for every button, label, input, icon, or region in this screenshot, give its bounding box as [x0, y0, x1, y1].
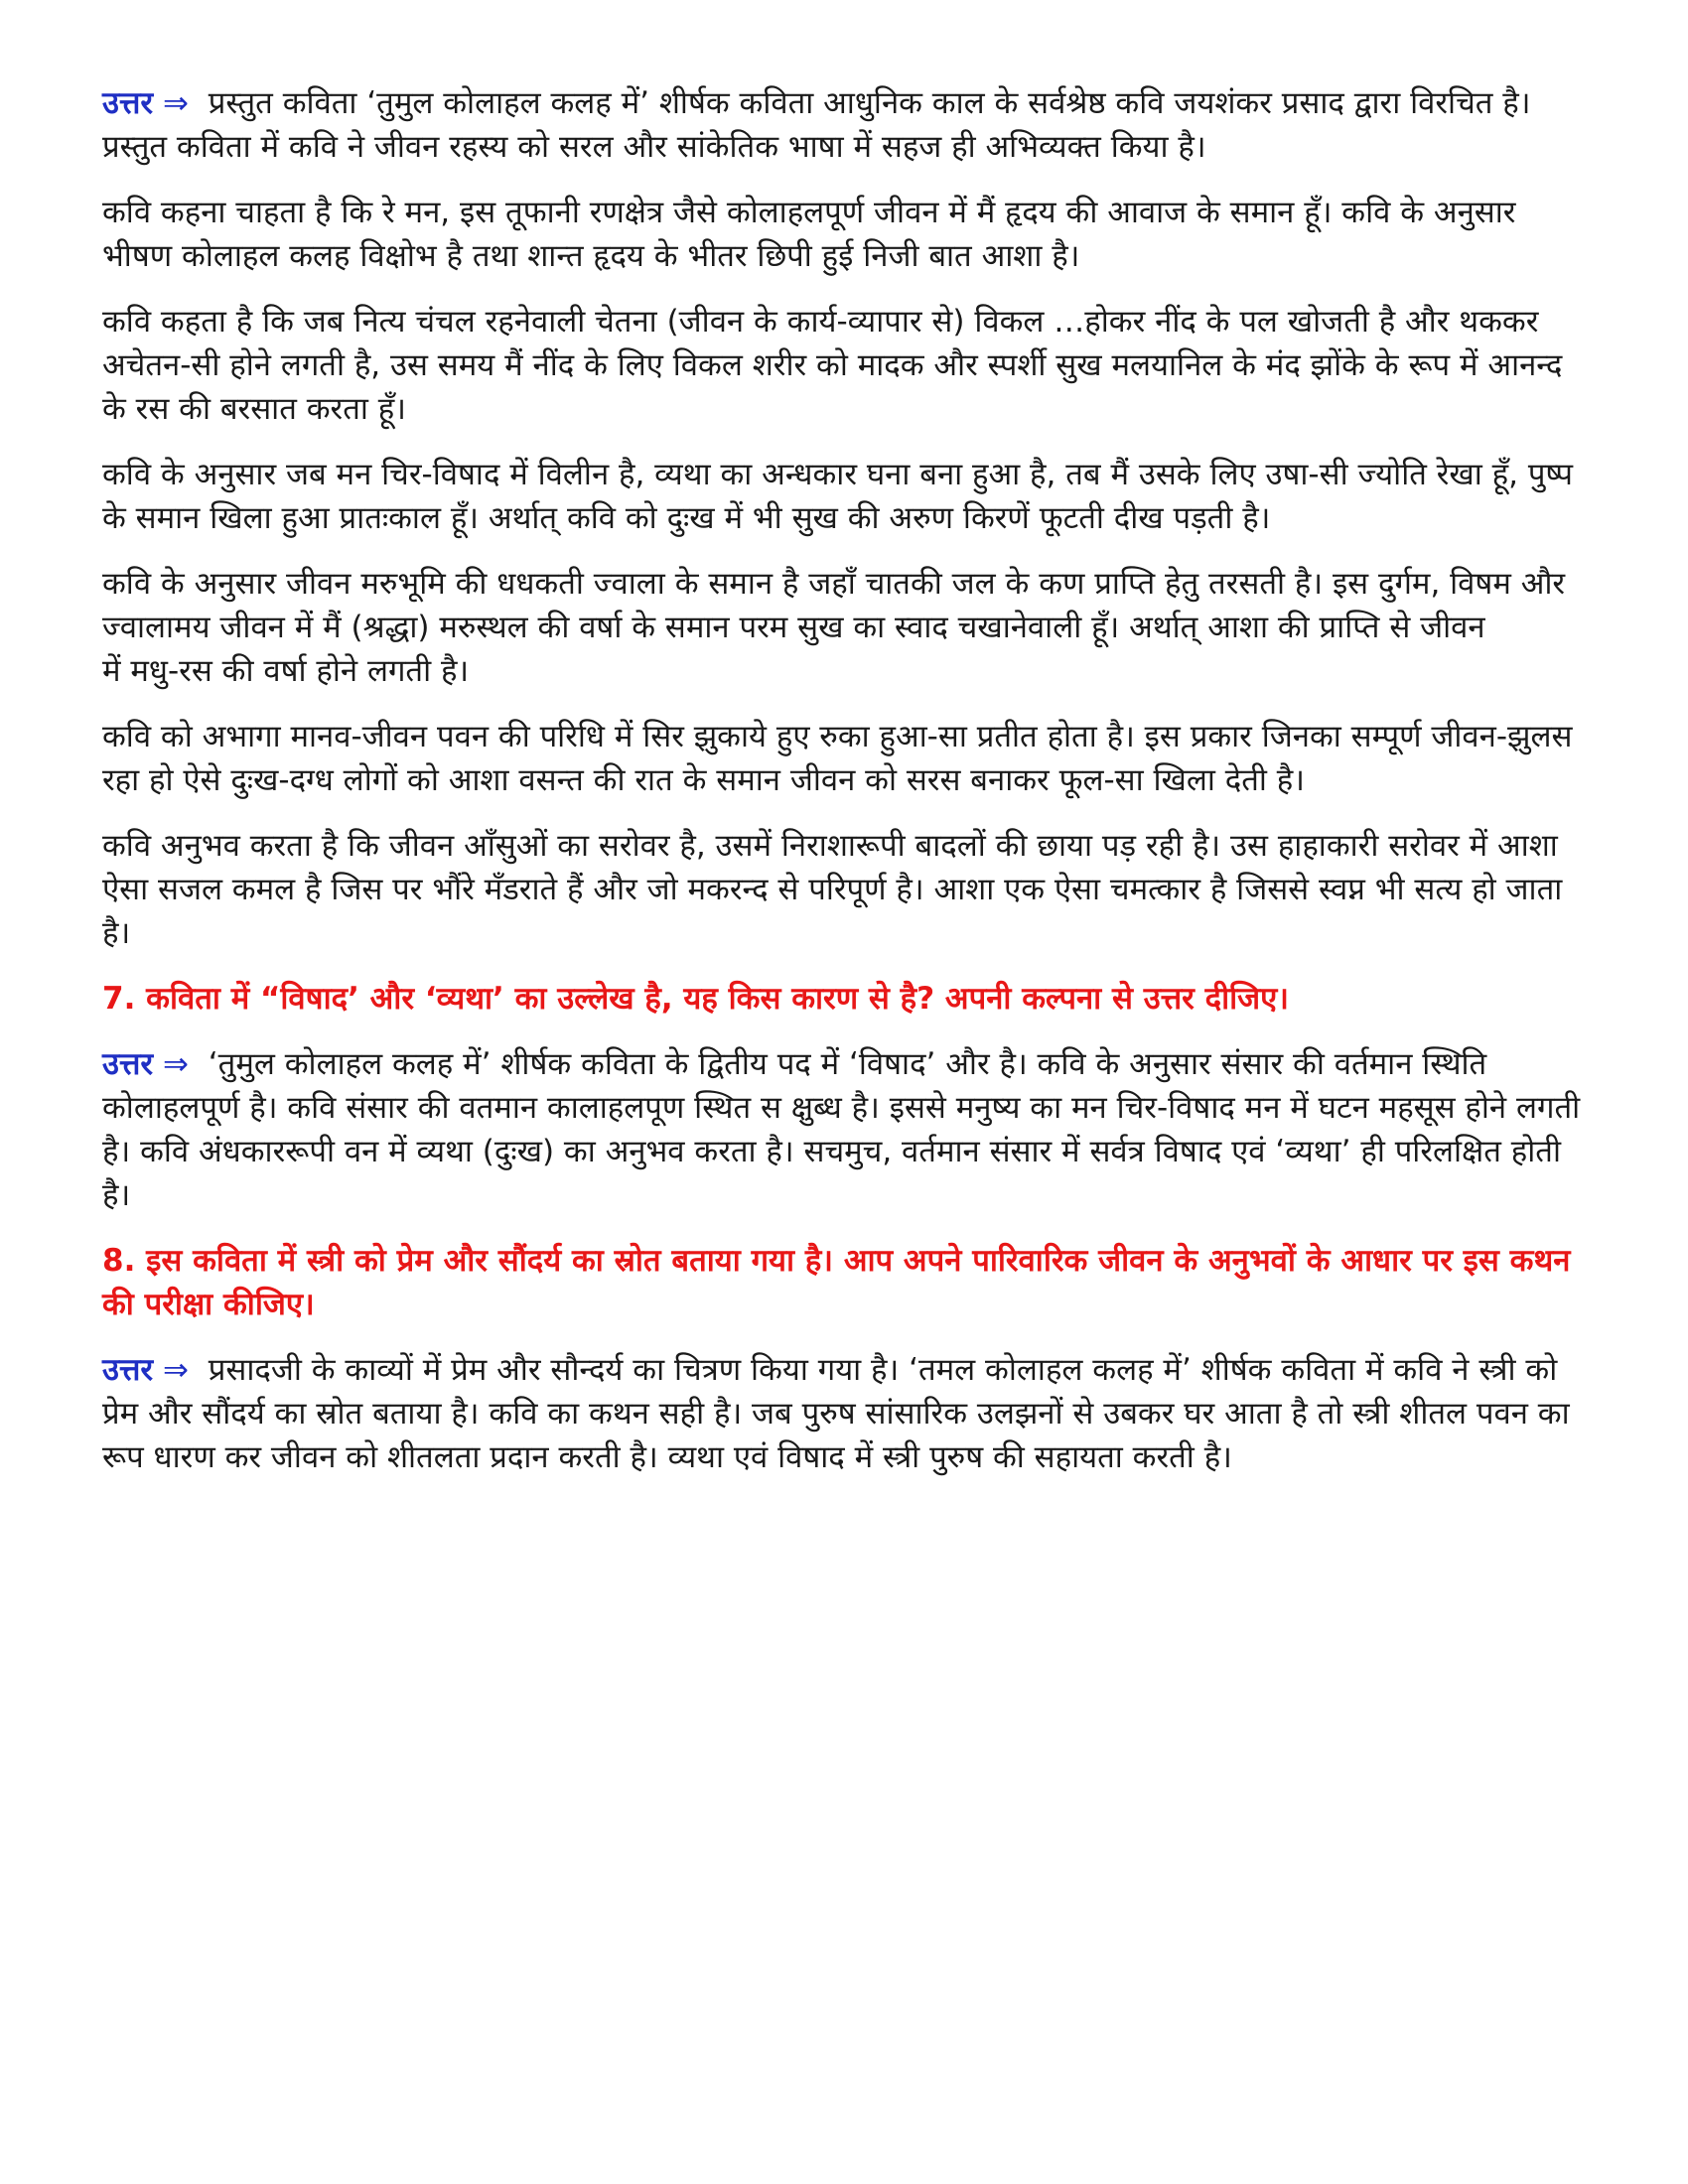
answer-text: ‘तुमुल कोलाहल कलह में’ शीर्षक कविता के द्वितीय पद में ‘विषाद’ और है। कवि के अनुसार संसार की वर्तमान स्थिति कोलाहलपूर्ण है। कवि संसार की वतमान कालाहलपूण स्थित स क्षुब्ध है। इससे मनुष्य का मन चिर-विषाद मन में घटन महसूस होने लगती है। कवि अंधकाररूपी वन में व्यथा (दुःख) का अनुभव करता है। सचमुच, वर्तमान संसार में सर्वत्र विषाद एवं ‘व्यथा’ ही परिलक्षित होती है।	[102, 1046, 1581, 1213]
answer-paragraph-intro	[102, 81, 1592, 169]
paragraph-5-text-b: में मधु-रस की वर्षा होने लगती है।	[102, 653, 470, 689]
answer-label: उत्तर	[102, 1352, 154, 1388]
paragraph-5	[102, 562, 1592, 693]
paragraph-7: कवि अनुभव करता है कि जीवन आँसुओं का सरोवर है, उसमें निराशारूपी बादलों की छाया पड़ रही है। उस हाहाकारी सरोवर में आशा ऐसा सजल कमल है जिस पर भौंरे मँडराते हैं और जो मकरन्द से परिपूर्ण है। आशा एक ऐसा चमत्कार है जिससे स्वप्न भी सत्य हो जाता है।	[102, 828, 1563, 951]
question-8: 8. इस कविता में स्त्री को प्रेम और सौंदर्य का स्रोत बताया गया है। आप अपने पारिवारिक जीवन के अनुभवों के आधार पर इस कथन की परीक्षा कीजिए।	[102, 1243, 1571, 1322]
answer-text: प्रस्तुत कविता ‘तुमुल कोलाहल कलह में’ शीर्षक कविता आधुनिक काल के सर्वश्रेष्ठ कवि जयशंकर प्रसाद द्वारा विरचित है। प्रस्तुत कविता में कवि ने जीवन रहस्य को सरल और सांकेतिक भाषा में सहज ही अभिव्यक्त किया है।	[102, 85, 1531, 165]
paragraph-3	[102, 300, 1592, 431]
arrow-icon: ⇒	[162, 1046, 189, 1082]
arrow-icon: ⇒	[162, 85, 189, 121]
paragraph-4: कवि के अनुसार जब मन चिर-विषाद में विलीन है, व्यथा का अन्धकार घना बना हुआ है, तब मैं उसके लिए उषा-सी ज्योति रेखा हूँ, पुष्प के समान खिला हुआ प्रातःकाल हूँ। अर्थात् कवि को दुःख में भी सुख की अरुण किरणें फूटती दीख पड़ती है।	[102, 457, 1574, 536]
answer-paragraph-q8	[102, 1348, 1592, 1479]
answer-label: उत्तर	[102, 85, 154, 121]
paragraph-2: कवि कहना चाहता है कि रे मन, इस तूफानी रणक्षेत्र जैसे कोलाहलपूर्ण जीवन में मैं हृदय की आवाज के समान हूँ। कवि के अनुसार भीषण कोलाहल कलह विक्षोभ है तथा शान्त हृदय के भीतर छिपी हुई निजी बात आशा है।	[102, 195, 1516, 274]
answer-paragraph-q7	[102, 1042, 1592, 1217]
question-7: 7. कविता में “विषाद’ और ‘व्यथा’ का उल्लेख है, यह किस कारण से है? अपनी कल्पना से उत्तर दीजिए।	[102, 981, 1290, 1017]
document-page	[102, 81, 1592, 1501]
answer-text: प्रसादजी के काव्यों में प्रेम और सौन्दर्य का चित्रण किया गया है। ‘तमल कोलाहल कलह में’ शीर्षक कविता में कवि ने स्त्री को प्रेम और सौंदर्य का स्रोत बताया है। कवि का कथन सही है। जब पुरुष सांसारिक उलझनों से उबकर घर आता है तो स्त्री शीतल पवन का रूप धारण कर जीवन को शीतलता प्रदान करती है। व्यथा एवं विषाद में स्त्री पुरुष की सहायता करती है।	[102, 1352, 1570, 1475]
paragraph-6: कवि को अभागा मानव-जीवन पवन की परिधि में सिर झुकाये हुए रुका हुआ-सा प्रतीत होता है। इस प्रकार जिनका सम्पूर्ण जीवन-झुलस रहा हो ऐसे दुःख-दग्ध लोगों को आशा वसन्त की रात के समान जीवन को सरस बनाकर फूल-सा खिला देती है।	[102, 719, 1573, 798]
arrow-icon: ⇒	[162, 1352, 189, 1388]
answer-label: उत्तर	[102, 1046, 154, 1082]
paragraph-3-text-b: के रस की बरसात करता हूँ।	[102, 391, 406, 427]
paragraph-3-text-a: कवि कहता है कि जब नित्य चंचल रहनेवाली चेतना (जीवन के कार्य-व्यापार से) विकल …होकर नींद के पल खोजती है और थककर अचेतन-सी होने लगती है, उस समय मैं नींद के लिए विकल शरीर को मादक और स्पर्शी सुख मलयानिल के मंद झोंके के रूप में आनन्द	[102, 304, 1563, 383]
paragraph-5-text-a: कवि के अनुसार जीवन मरुभूमि की धधकती ज्वाला के समान है जहाँ चातकी जल के कण प्राप्ति हेतु तरसती है। इस दुर्गम, विषम और ज्वालामय जीवन में मैं (श्रद्धा) मरुस्थल की वर्षा के समान परम सुख का स्वाद चखानेवाली हूँ। अर्थात् आशा की प्राप्ति से जीवन	[102, 566, 1566, 645]
